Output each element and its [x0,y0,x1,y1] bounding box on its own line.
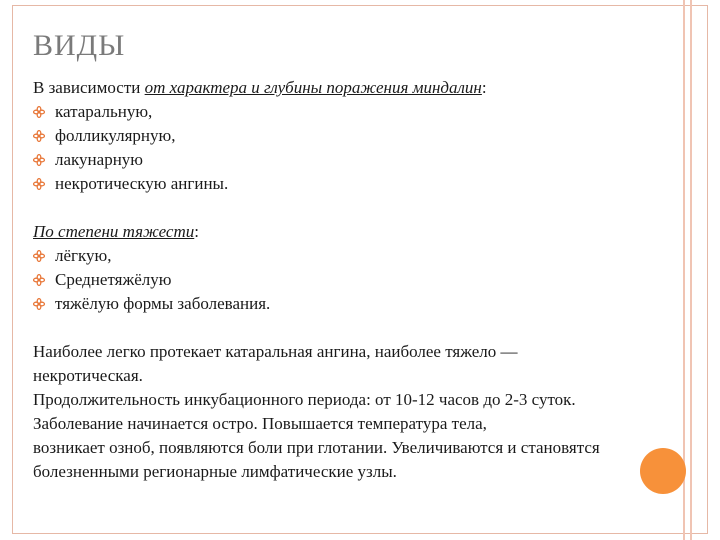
section-1-prefix: В зависимости [33,78,145,97]
paragraph-line: некротическая. [33,366,143,385]
slide-right-stripe [683,0,692,540]
list-item [33,292,683,316]
list-item-text: фолликулярную, [55,126,176,145]
flower-bullet-icon [33,250,45,262]
section-1-suffix: : [481,78,487,97]
list-item [33,148,683,172]
body-paragraph [33,340,683,484]
paragraph-line: Заболевание начинается остро. Повышается температура тела, [33,414,487,433]
list-item [33,244,683,268]
flower-bullet-icon [33,154,45,166]
paragraph-line: возникает озноб, появляются боли при глотании. Увеличиваются и становятся [33,438,600,457]
list-item-text: лакунарную [55,150,143,169]
section-2-list [33,244,683,316]
section-2-heading [33,220,683,244]
slide-title: ВИДЫ [33,29,126,62]
spacer [33,196,683,220]
flower-bullet-icon [33,274,45,286]
section-1-emphasis: от характера и глубины поражения миндалин [144,78,482,97]
list-item [33,172,683,196]
flower-bullet-icon [33,178,45,190]
orange-circle-decoration [640,448,686,494]
section-2-emphasis: По степени тяжести [33,222,195,241]
list-item-text: катаральную, [55,102,153,121]
slide-content [33,76,683,484]
paragraph-line: Наиболее легко протекает катаральная ангина, наиболее тяжело — [33,342,518,361]
list-item [33,268,683,292]
spacer [33,316,683,340]
flower-bullet-icon [33,106,45,118]
paragraph-line: Продолжительность инкубационного периода: от 10-12 часов до 2-3 суток. [33,390,576,409]
list-item-text: Среднетяжёлую [55,270,172,289]
flower-bullet-icon [33,130,45,142]
section-1-heading [33,76,683,100]
flower-bullet-icon [33,298,45,310]
list-item-text: некротическую ангины. [55,174,229,193]
section-2-suffix: : [194,222,199,241]
list-item-text: тяжёлую формы заболевания. [55,294,271,313]
paragraph-line: болезненными регионарные лимфатические узлы. [33,462,397,481]
list-item-text: лёгкую, [55,246,112,265]
list-item [33,124,683,148]
list-item [33,100,683,124]
section-1-list [33,100,683,196]
